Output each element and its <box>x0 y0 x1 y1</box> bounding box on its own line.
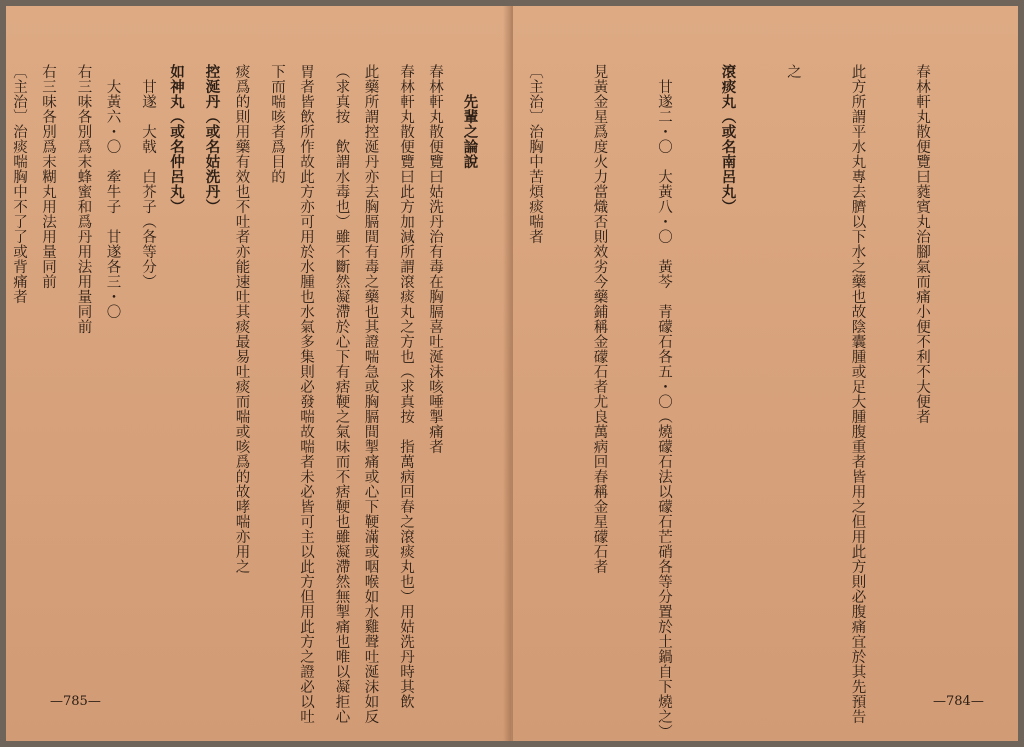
section-heading: 滾痰丸（或名南呂丸） <box>719 64 737 214</box>
subsection-heading: 先輩之論說 <box>461 64 479 169</box>
text-line: 痰爲的則用藥有效也不吐者亦能速吐其痰最易吐痰而喘或咳爲的故哮喘亦用之 <box>233 64 250 574</box>
book-spread <box>6 6 1018 741</box>
text-line: 甘遂二・〇 大黃八・〇 黃芩 青礞石各五・〇（燒礞石法以礞石芒硝各等分置於土鍋自下燒之） <box>656 64 672 739</box>
text-line: 見黃金星爲度火力當熾否則效劣今藥鋪稱金礞石者尤良萬病回春稱金星礞石者 <box>591 64 608 574</box>
text-line: 之 <box>785 64 801 79</box>
text-line: 此方所謂平水丸專去臍以下水之藥也故陰囊腫或足大腫腹重者皆用之但用此方則必腹痛宜於其先預告 <box>849 64 866 724</box>
text-line: 右三味各別爲末蜂蜜和爲丹用法用量同前 <box>75 64 92 334</box>
text-line: 右三味各別爲末糊丸用法用量同前 <box>40 64 56 289</box>
text-line: （求真按 飲謂水毒也）雖不斷然凝滯於心下有痞鞕之氣味而不痞鞕也雖凝滯然無掣痛也唯以凝拒心 <box>333 64 350 724</box>
text-line: 下而喘咳者爲目的 <box>269 64 285 184</box>
text-line: 大黃六・〇 牽牛子 甘遂各三・〇 <box>104 64 121 319</box>
text-line: 春林軒丸散便覽曰蕤賓丸治腳氣而痛小便不利不大便者 <box>914 64 930 424</box>
page-number: —784— <box>933 694 984 709</box>
text-line: 此藥所謂控涎丹亦去胸膈間有毒之藥也其證喘急或胸膈間掣痛或心下鞕滿或咽喉如水雞聲吐涎沫如反 <box>362 64 379 724</box>
section-heading: 控涎丹（或名姑洗丹） <box>203 64 221 214</box>
page-number: —785— <box>50 694 101 709</box>
text-line: 〔主治〕治痰喘胸中不了了或背痛者 <box>11 64 27 304</box>
section-heading: 如神丸（或名仲呂丸） <box>168 64 185 214</box>
text-line: 胃者皆飲所作故此方亦可用於水腫也水氣多集則必發喘故喘者未必皆可主以此方但用此方之證必以吐 <box>298 64 314 724</box>
text-line: 甘遂 大戟 白芥子（各等分） <box>140 64 156 289</box>
text-line: 春林軒丸散便覽曰此方加減所謂滾痰丸之方也（求真按 指萬病回春之滾痰丸也）用姑洗丹時其飲 <box>398 64 414 709</box>
text-line: 春林軒丸散便覽曰姑洗丹治有毒在胸膈喜吐涎沫咳唾掣痛者 <box>427 64 443 454</box>
text-line: 〔主治〕治胸中苦煩痰喘者 <box>527 64 543 244</box>
